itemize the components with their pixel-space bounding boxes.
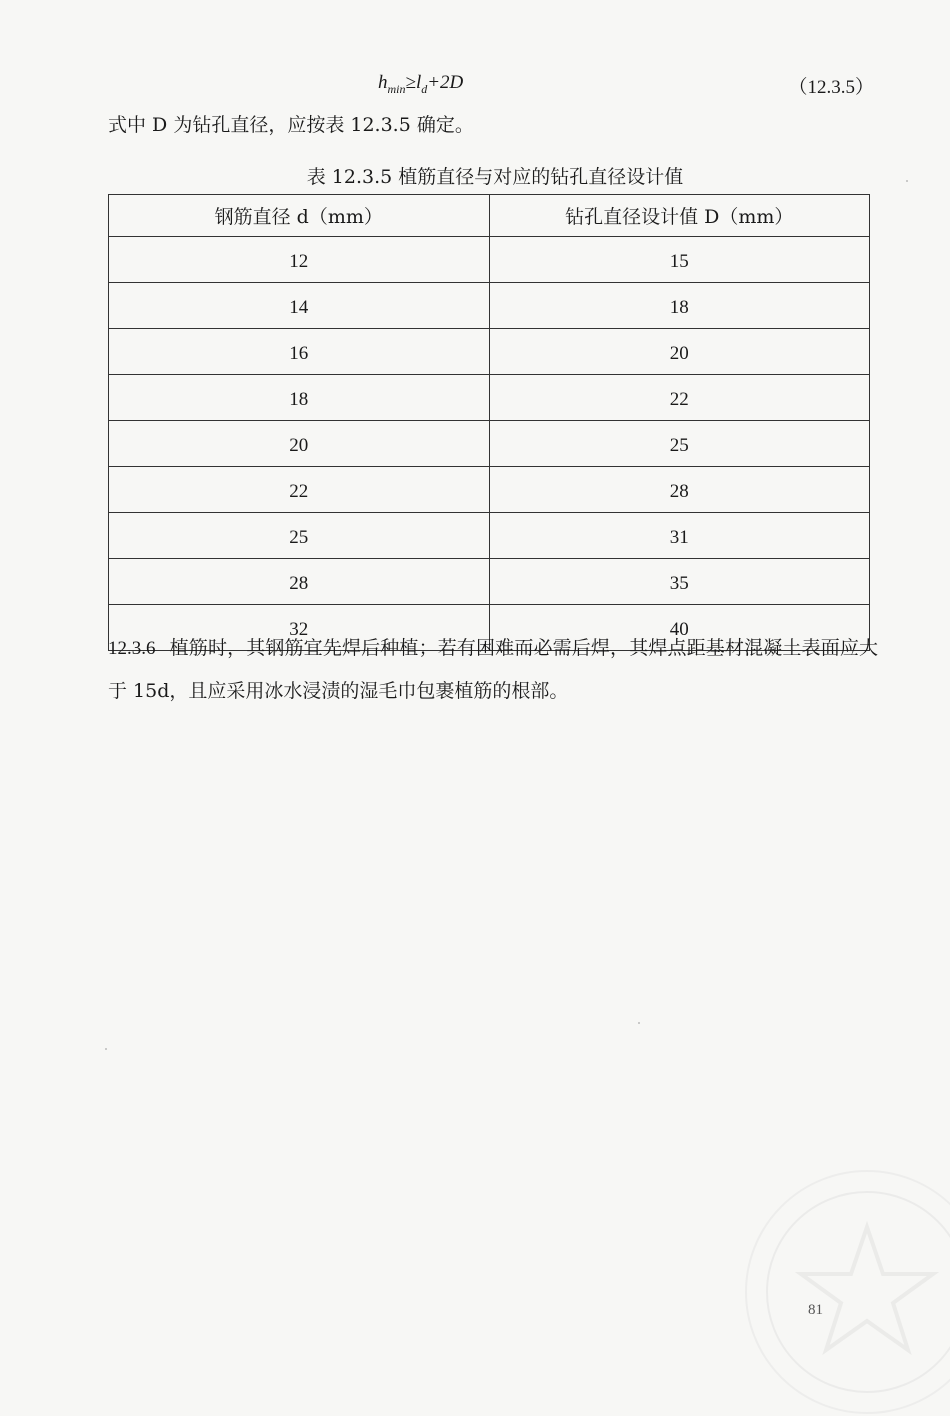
cell-rebar: 28 — [109, 559, 490, 605]
watermark-seal — [745, 1170, 950, 1414]
cell-rebar: 32 — [109, 605, 490, 651]
scan-speck — [906, 180, 908, 182]
table-row — [109, 237, 870, 283]
clause-number: 12.3.6 — [108, 638, 156, 659]
formula-number: （12.3.5） — [788, 77, 874, 98]
rebar-drill-table — [108, 194, 870, 651]
table-row — [109, 375, 870, 421]
cell-rebar: 16 — [109, 329, 490, 375]
table-caption: 表 12.3.5 植筋直径与对应的钻孔直径设计值 — [306, 166, 684, 188]
watermark-star-icon — [747, 1172, 950, 1412]
clause-12-3-6 — [108, 627, 878, 712]
cell-drill: 35 — [489, 559, 870, 605]
cell-drill: 25 — [489, 421, 870, 467]
page-number: 81 — [808, 1302, 823, 1318]
cell-drill: 15 — [489, 237, 870, 283]
header-drill-diameter: 钻孔直径设计值 D（mm） — [489, 195, 870, 237]
header-rebar-diameter: 钢筋直径 d（mm） — [109, 195, 490, 237]
formula-line — [0, 68, 950, 102]
cell-rebar: 14 — [109, 283, 490, 329]
scan-speck — [105, 1048, 107, 1050]
cell-drill: 18 — [489, 283, 870, 329]
table-row — [109, 421, 870, 467]
cell-drill: 22 — [489, 375, 870, 421]
cell-rebar: 25 — [109, 513, 490, 559]
table-row — [109, 559, 870, 605]
table-row — [109, 283, 870, 329]
table-header-row — [109, 195, 870, 237]
cell-rebar: 22 — [109, 467, 490, 513]
cell-rebar: 12 — [109, 237, 490, 283]
clause-text: 植筋时，其钢筋宜先焊后种植；若有困难而必需后焊，其焊点距基材混凝土表面应大于 15d，且应采用冰水浸渍的湿毛巾包裹植筋的根部。 — [108, 637, 878, 702]
table-row — [109, 329, 870, 375]
cell-rebar: 20 — [109, 421, 490, 467]
cell-drill: 40 — [489, 605, 870, 651]
table-row — [109, 513, 870, 559]
cell-rebar: 18 — [109, 375, 490, 421]
cell-drill: 31 — [489, 513, 870, 559]
formula: $h_{min}\ge l_d+2D$ — [378, 72, 464, 96]
cell-drill: 28 — [489, 467, 870, 513]
cell-drill: 20 — [489, 329, 870, 375]
table-row — [109, 467, 870, 513]
definition-text: 式中 D 为钻孔直径，应按表 12.3.5 确定。 — [108, 114, 474, 136]
scan-speck — [638, 1022, 640, 1024]
